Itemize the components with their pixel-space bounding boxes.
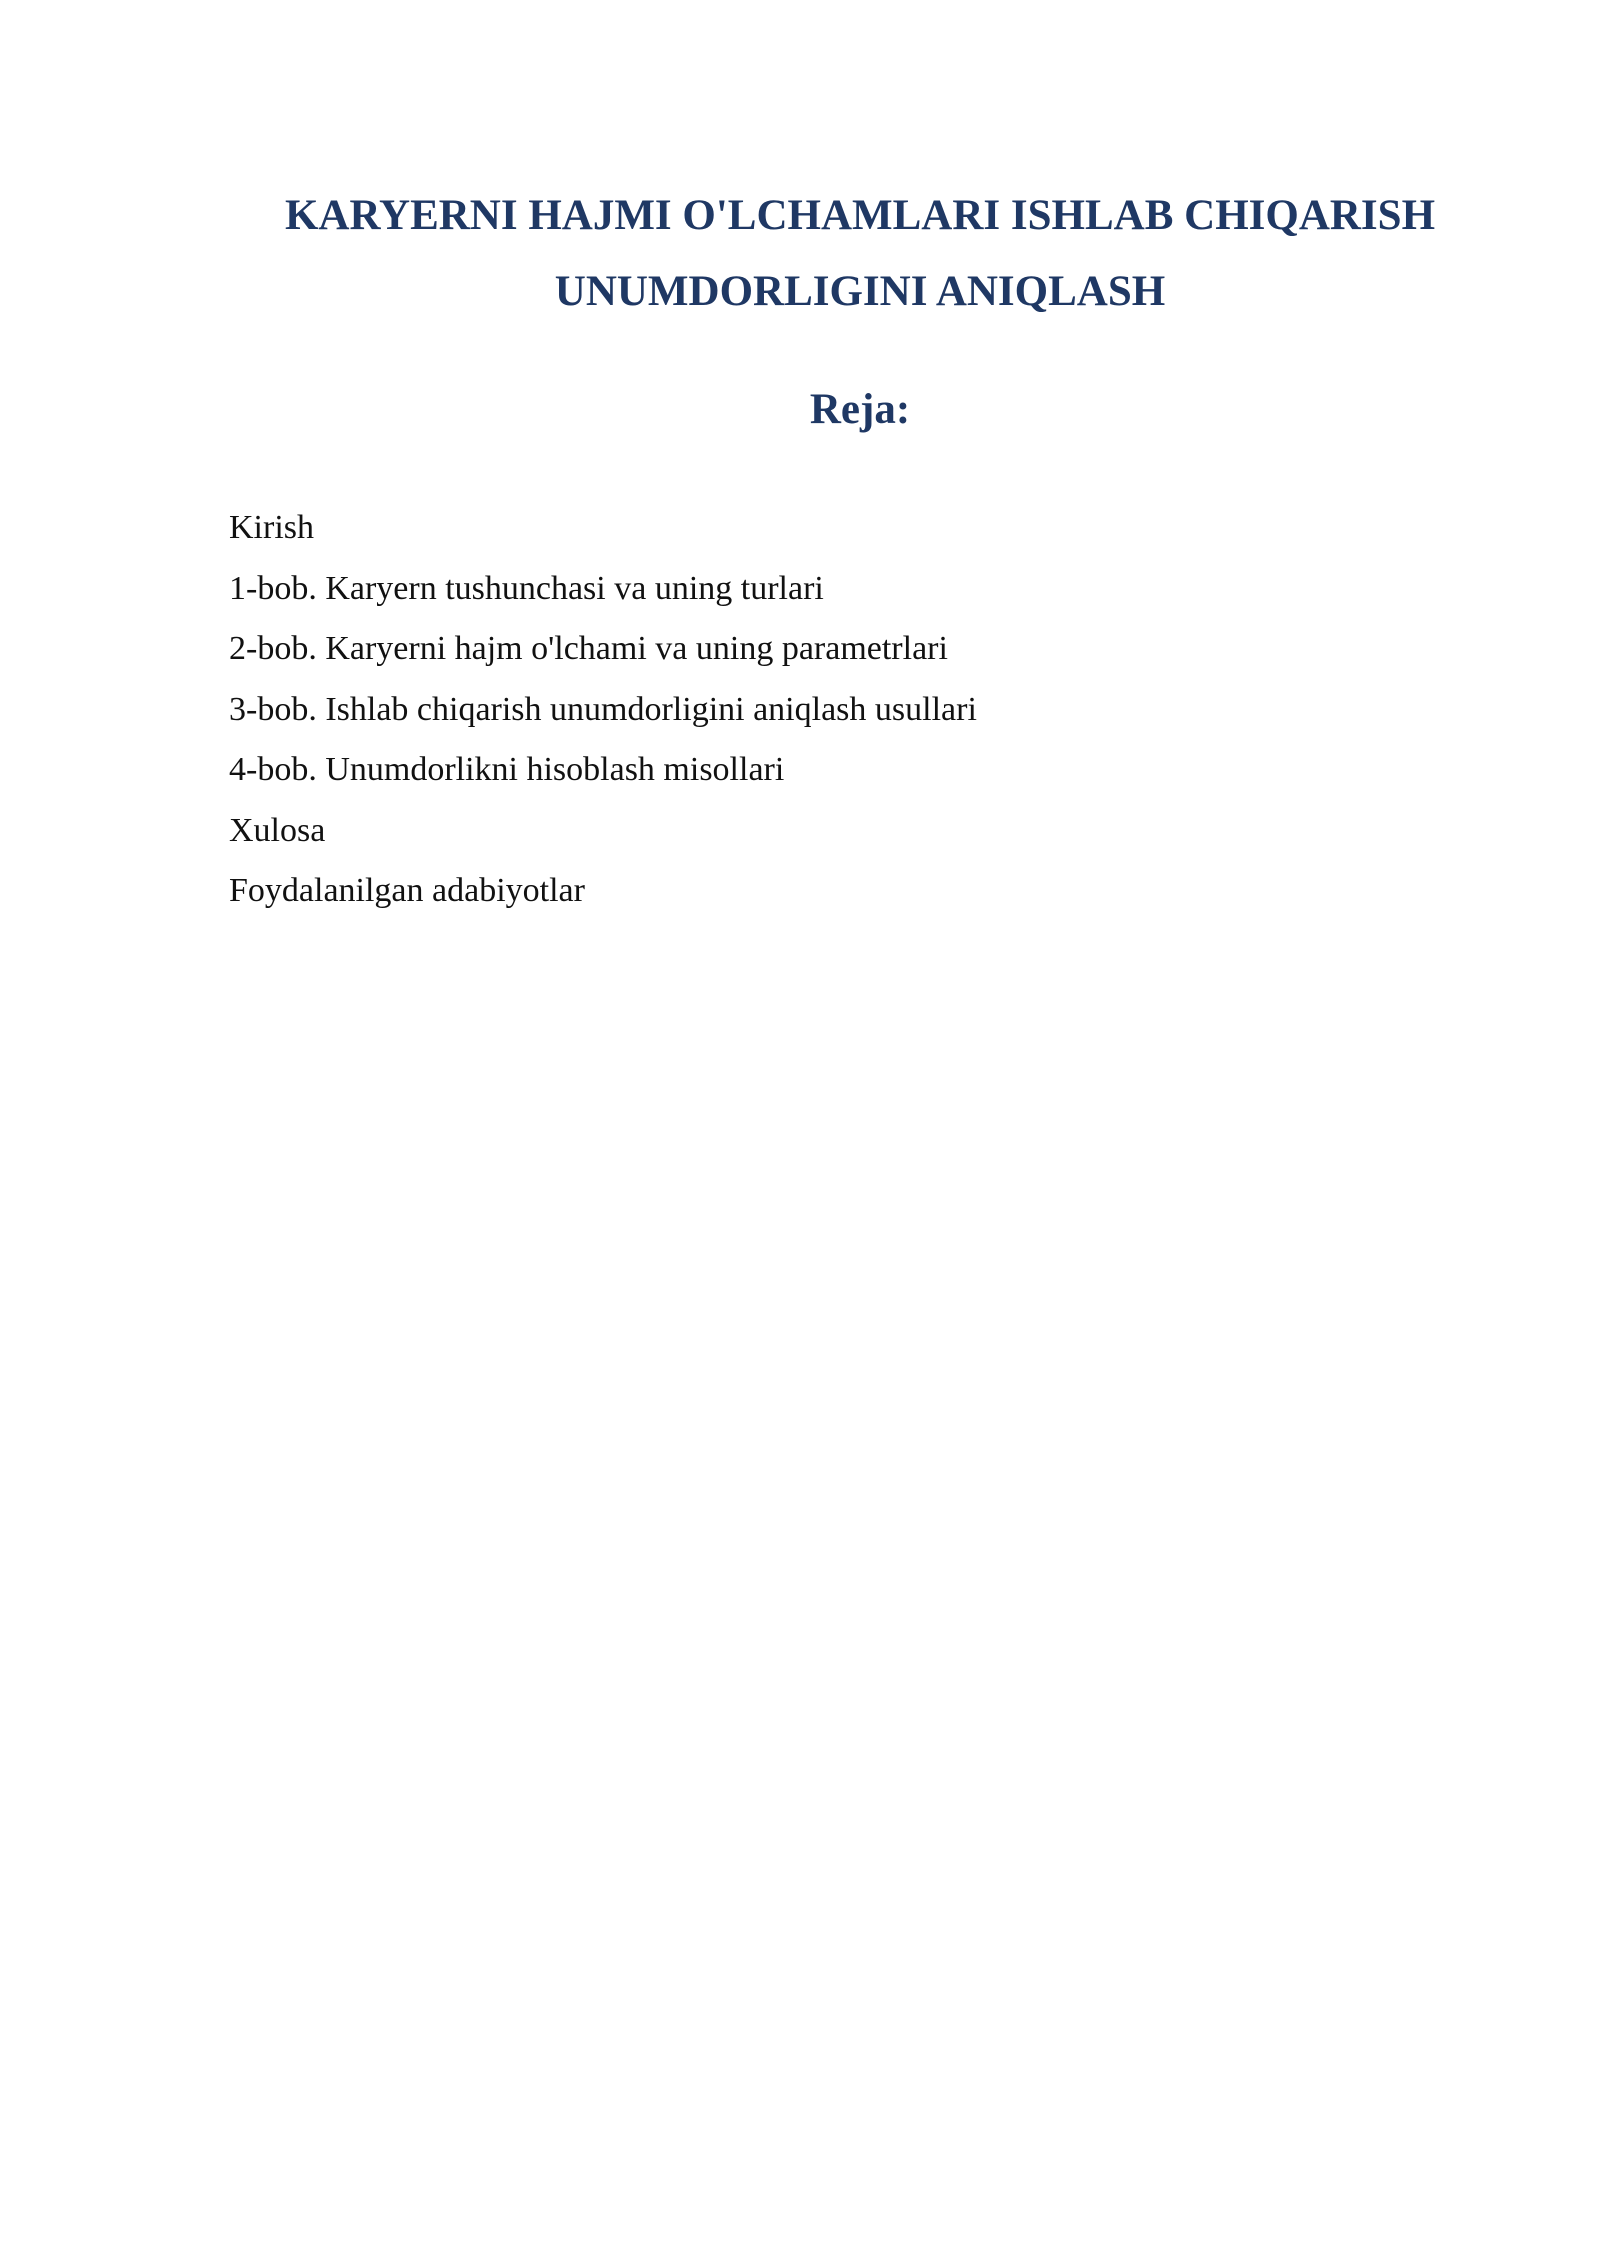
plan-heading: Reja:: [809, 386, 911, 433]
toc-item-chapter-1: 1-bob. Karyern tushunchasi va uning turlari: [229, 569, 824, 607]
toc-item-chapter-3: 3-bob. Ishlab chiqarish unumdorligini aniqlash usullari: [229, 690, 977, 728]
title-line-1: KARYERNI HAJMI O'LCHAMLARI ISHLAB CHIQARISH: [284, 192, 1436, 239]
toc-item-chapter-4: 4-bob. Unumdorlikni hisoblash misollari: [229, 751, 785, 788]
title-line-2: UNUMDORLIGINI ANIQLASH: [554, 268, 1166, 315]
toc-item-conclusion: Xulosa: [229, 811, 326, 849]
toc-item-references: Foydalanilgan adabiyotlar: [229, 872, 585, 909]
toc-item-chapter-2: 2-bob. Karyerni hajm o'lchami va uning parametrlari: [229, 630, 948, 667]
table-of-contents: [229, 498, 977, 922]
document-title: [230, 178, 1490, 330]
toc-item-introduction: Kirish: [229, 509, 314, 546]
